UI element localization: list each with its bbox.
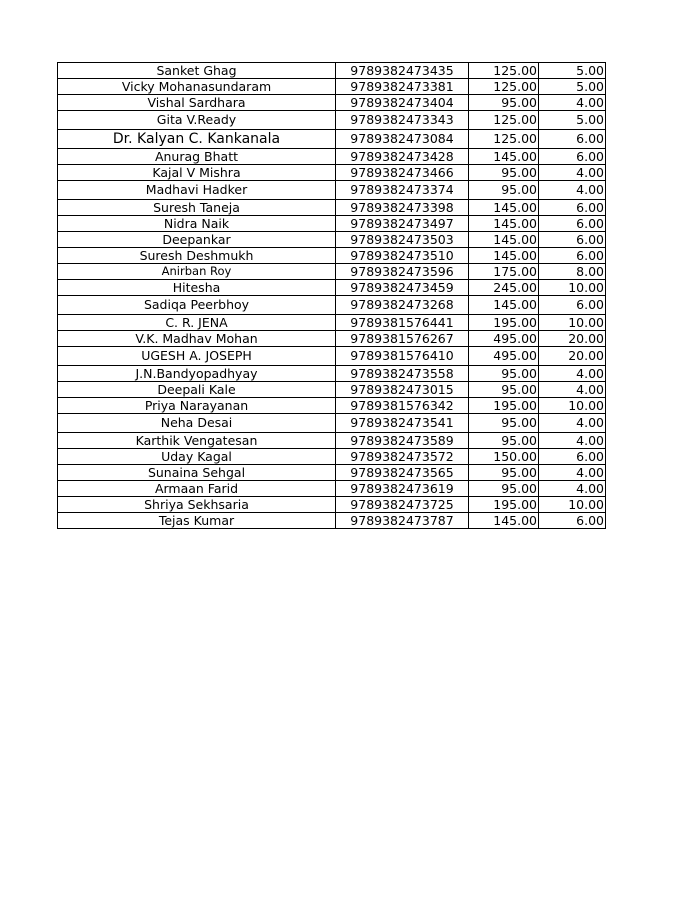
price-cell: 145.00 xyxy=(469,200,539,216)
quantity-cell: 6.00 xyxy=(539,449,606,465)
author-name-cell: C. R. JENA xyxy=(58,315,336,331)
quantity-cell: 8.00 xyxy=(539,264,606,280)
table-row xyxy=(58,481,606,497)
quantity-cell: 6.00 xyxy=(539,200,606,216)
table-row xyxy=(58,398,606,414)
author-name-cell: V.K. Madhav Mohan xyxy=(58,331,336,347)
author-name-cell: Madhavi Hadker xyxy=(58,181,336,200)
table-row xyxy=(58,382,606,398)
table-row xyxy=(58,248,606,264)
author-name-cell: Sanket Ghag xyxy=(58,63,336,79)
table-row xyxy=(58,465,606,481)
price-cell: 95.00 xyxy=(469,414,539,433)
author-name-cell: Anurag Bhatt xyxy=(58,149,336,165)
quantity-cell: 6.00 xyxy=(539,149,606,165)
author-name-cell: Sunaina Sehgal xyxy=(58,465,336,481)
isbn-cell: 9789382473619 xyxy=(336,481,469,497)
author-name-cell: Vishal Sardhara xyxy=(58,95,336,111)
price-cell: 95.00 xyxy=(469,382,539,398)
price-cell: 125.00 xyxy=(469,130,539,149)
table-row xyxy=(58,165,606,181)
author-name-cell: Shriya Sekhsaria xyxy=(58,497,336,513)
isbn-cell: 9789382473428 xyxy=(336,149,469,165)
spreadsheet-page xyxy=(57,62,605,529)
price-cell: 125.00 xyxy=(469,79,539,95)
price-cell: 145.00 xyxy=(469,232,539,248)
table-row xyxy=(58,513,606,529)
author-name-cell: Armaan Farid xyxy=(58,481,336,497)
author-name-cell: J.N.Bandyopadhyay xyxy=(58,366,336,382)
table-row xyxy=(58,63,606,79)
isbn-cell: 9789382473589 xyxy=(336,433,469,449)
price-cell: 145.00 xyxy=(469,149,539,165)
quantity-cell: 10.00 xyxy=(539,398,606,414)
price-cell: 245.00 xyxy=(469,280,539,296)
table-row xyxy=(58,296,606,315)
quantity-cell: 4.00 xyxy=(539,165,606,181)
price-cell: 150.00 xyxy=(469,449,539,465)
table-row xyxy=(58,414,606,433)
author-name-cell: Vicky Mohanasundaram xyxy=(58,79,336,95)
author-name-cell: Anirban Roy xyxy=(58,264,336,280)
table-body xyxy=(58,63,606,529)
price-cell: 95.00 xyxy=(469,366,539,382)
table-row xyxy=(58,149,606,165)
author-name-cell: Gita V.Ready xyxy=(58,111,336,130)
price-cell: 495.00 xyxy=(469,331,539,347)
table-row xyxy=(58,449,606,465)
isbn-cell: 9789382473596 xyxy=(336,264,469,280)
quantity-cell: 4.00 xyxy=(539,95,606,111)
price-cell: 95.00 xyxy=(469,481,539,497)
isbn-cell: 9789382473343 xyxy=(336,111,469,130)
price-cell: 195.00 xyxy=(469,497,539,513)
price-cell: 95.00 xyxy=(469,433,539,449)
isbn-cell: 9789382473503 xyxy=(336,232,469,248)
price-cell: 495.00 xyxy=(469,347,539,366)
isbn-cell: 9789382473541 xyxy=(336,414,469,433)
table-row xyxy=(58,216,606,232)
table-row xyxy=(58,280,606,296)
isbn-cell: 9789382473725 xyxy=(336,497,469,513)
isbn-cell: 9789382473268 xyxy=(336,296,469,315)
quantity-cell: 10.00 xyxy=(539,280,606,296)
isbn-cell: 9789382473015 xyxy=(336,382,469,398)
isbn-cell: 9789382473787 xyxy=(336,513,469,529)
price-cell: 195.00 xyxy=(469,398,539,414)
isbn-cell: 9789382473510 xyxy=(336,248,469,264)
table-row xyxy=(58,366,606,382)
price-cell: 195.00 xyxy=(469,315,539,331)
price-cell: 95.00 xyxy=(469,181,539,200)
table-row xyxy=(58,264,606,280)
quantity-cell: 4.00 xyxy=(539,433,606,449)
table-row xyxy=(58,347,606,366)
quantity-cell: 4.00 xyxy=(539,481,606,497)
author-name-cell: Deepankar xyxy=(58,232,336,248)
isbn-cell: 9789382473404 xyxy=(336,95,469,111)
author-isbn-table xyxy=(57,62,606,529)
table-row xyxy=(58,315,606,331)
quantity-cell: 4.00 xyxy=(539,382,606,398)
quantity-cell: 10.00 xyxy=(539,315,606,331)
isbn-cell: 9789382473435 xyxy=(336,63,469,79)
quantity-cell: 6.00 xyxy=(539,248,606,264)
price-cell: 175.00 xyxy=(469,264,539,280)
quantity-cell: 20.00 xyxy=(539,331,606,347)
quantity-cell: 10.00 xyxy=(539,497,606,513)
isbn-cell: 9789382473084 xyxy=(336,130,469,149)
isbn-cell: 9789382473497 xyxy=(336,216,469,232)
author-name-cell: Kajal V Mishra xyxy=(58,165,336,181)
author-name-cell: Sadiqa Peerbhoy xyxy=(58,296,336,315)
isbn-cell: 9789381576342 xyxy=(336,398,469,414)
price-cell: 145.00 xyxy=(469,216,539,232)
table-row xyxy=(58,111,606,130)
price-cell: 125.00 xyxy=(469,111,539,130)
table-row xyxy=(58,433,606,449)
quantity-cell: 4.00 xyxy=(539,366,606,382)
author-name-cell: Suresh Deshmukh xyxy=(58,248,336,264)
quantity-cell: 6.00 xyxy=(539,232,606,248)
price-cell: 125.00 xyxy=(469,63,539,79)
isbn-cell: 9789382473398 xyxy=(336,200,469,216)
isbn-cell: 9789381576267 xyxy=(336,331,469,347)
quantity-cell: 5.00 xyxy=(539,79,606,95)
author-name-cell: Karthik Vengatesan xyxy=(58,433,336,449)
quantity-cell: 4.00 xyxy=(539,181,606,200)
author-name-cell: Nidra Naik xyxy=(58,216,336,232)
isbn-cell: 9789381576410 xyxy=(336,347,469,366)
quantity-cell: 4.00 xyxy=(539,414,606,433)
author-name-cell: Deepali Kale xyxy=(58,382,336,398)
table-row xyxy=(58,95,606,111)
author-name-cell: Priya Narayanan xyxy=(58,398,336,414)
price-cell: 145.00 xyxy=(469,248,539,264)
isbn-cell: 9789382473459 xyxy=(336,280,469,296)
author-name-cell: Uday Kagal xyxy=(58,449,336,465)
table-row xyxy=(58,200,606,216)
table-row xyxy=(58,181,606,200)
table-row xyxy=(58,497,606,513)
price-cell: 145.00 xyxy=(469,513,539,529)
isbn-cell: 9789382473572 xyxy=(336,449,469,465)
table-row xyxy=(58,232,606,248)
quantity-cell: 6.00 xyxy=(539,216,606,232)
price-cell: 95.00 xyxy=(469,95,539,111)
price-cell: 95.00 xyxy=(469,165,539,181)
price-cell: 145.00 xyxy=(469,296,539,315)
author-name-cell: Tejas Kumar xyxy=(58,513,336,529)
table-row xyxy=(58,331,606,347)
author-name-cell: Hitesha xyxy=(58,280,336,296)
isbn-cell: 9789381576441 xyxy=(336,315,469,331)
quantity-cell: 6.00 xyxy=(539,513,606,529)
quantity-cell: 5.00 xyxy=(539,111,606,130)
table-row xyxy=(58,130,606,149)
quantity-cell: 6.00 xyxy=(539,296,606,315)
table-row xyxy=(58,79,606,95)
isbn-cell: 9789382473381 xyxy=(336,79,469,95)
isbn-cell: 9789382473558 xyxy=(336,366,469,382)
quantity-cell: 6.00 xyxy=(539,130,606,149)
price-cell: 95.00 xyxy=(469,465,539,481)
quantity-cell: 4.00 xyxy=(539,465,606,481)
isbn-cell: 9789382473374 xyxy=(336,181,469,200)
author-name-cell: UGESH A. JOSEPH xyxy=(58,347,336,366)
quantity-cell: 5.00 xyxy=(539,63,606,79)
quantity-cell: 20.00 xyxy=(539,347,606,366)
author-name-cell: Dr. Kalyan C. Kankanala xyxy=(58,130,336,149)
author-name-cell: Neha Desai xyxy=(58,414,336,433)
author-name-cell: Suresh Taneja xyxy=(58,200,336,216)
isbn-cell: 9789382473466 xyxy=(336,165,469,181)
isbn-cell: 9789382473565 xyxy=(336,465,469,481)
